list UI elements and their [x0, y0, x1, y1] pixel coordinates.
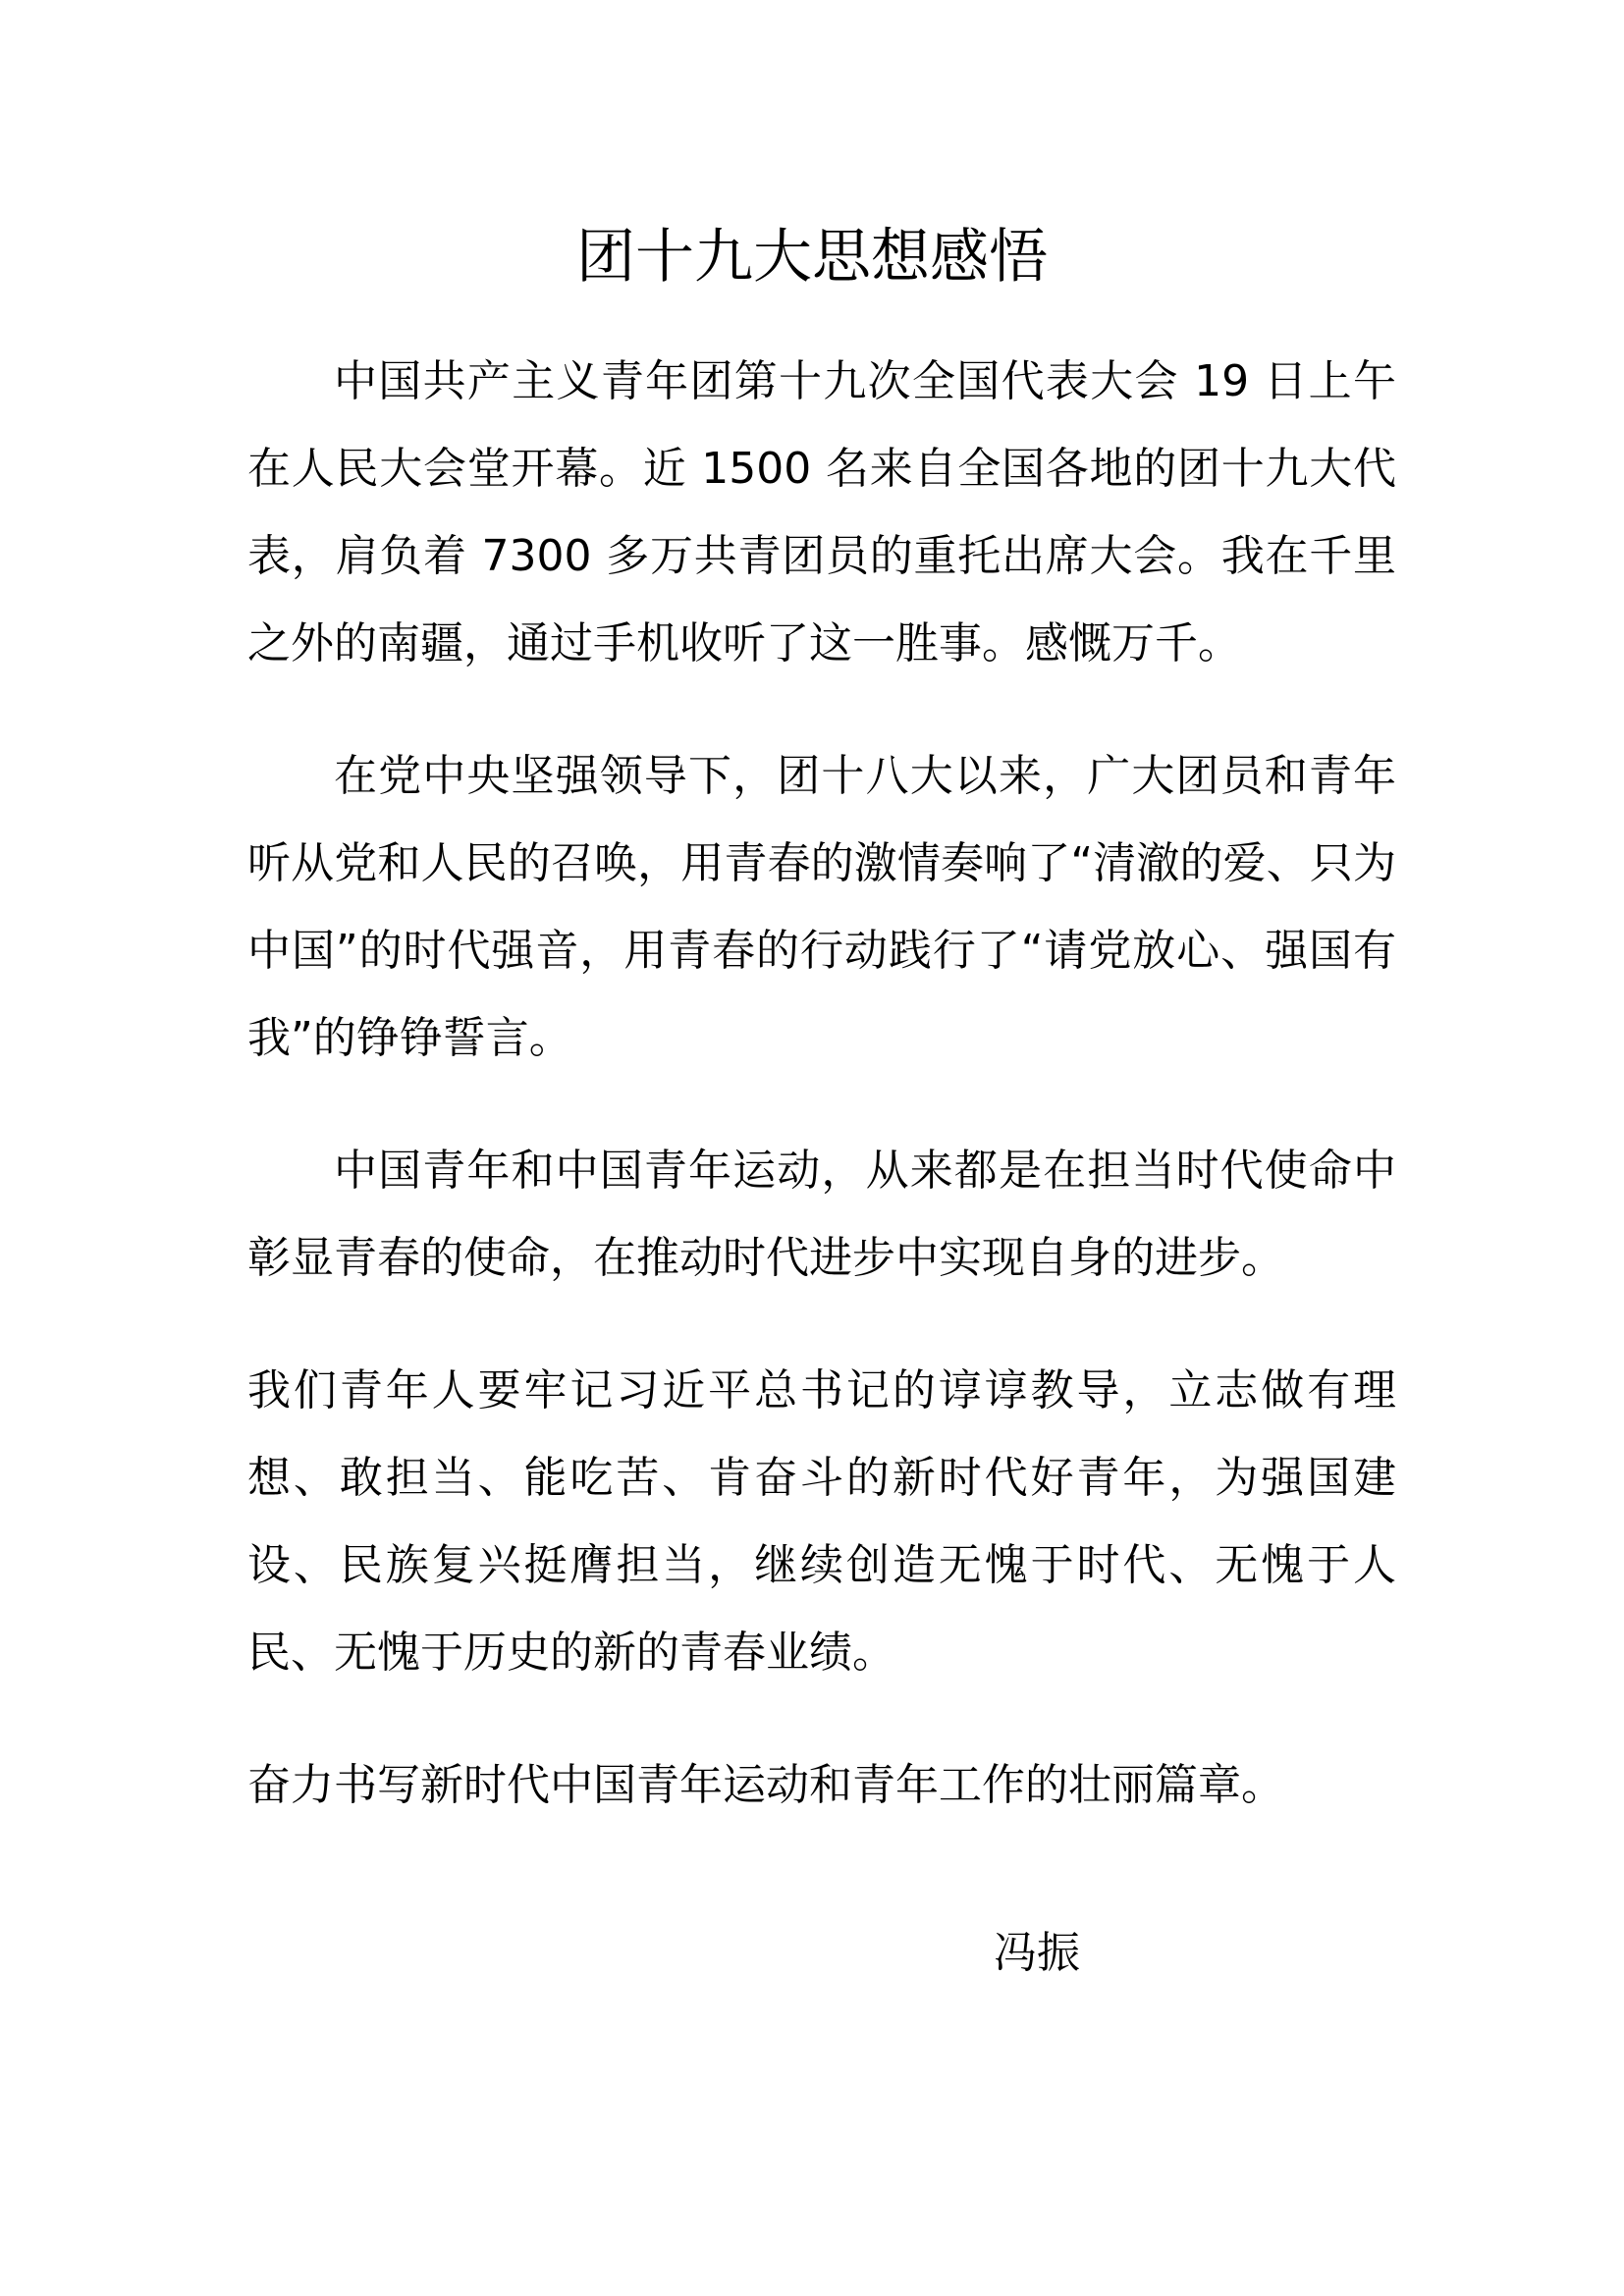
author-signature: 冯振	[994, 1928, 1080, 1978]
document-title: 团十九大思想感悟	[576, 223, 1048, 292]
paragraph-2: 在党中央坚强领导下，团十八大以来，广大团员和青年听从党和人民的召唤，用青春的激情奏响了“清澈的爱、只为中国”的时代强音，用青春的行动践行了“请党放心、强国有我”的铮铮誓言。	[247, 751, 1396, 1063]
paragraph-4: 我们青年人要牢记习近平总书记的谆谆教导，立志做有理想、敢担当、能吃苦、肯奋斗的新时代好青年，为强国建设、民族复兴挺膺担当，继续创造无愧于时代、无愧于人民、无愧于历史的新的青春业绩。	[247, 1365, 1396, 1678]
paragraph-1: 中国共产主义青年团第十九次全国代表大会 19 日上午在人民大会堂开幕。近 1500 名来自全国各地的团十九大代表，肩负着 7300 多万共青团员的重托出席大会。我在千里之外的南疆，通过手机收听了这一胜事。感慨万千。	[247, 356, 1396, 668]
paragraph-5: 奋力书写新时代中国青年运动和青年工作的壮丽篇章。	[247, 1760, 1284, 1810]
paragraph-3: 中国青年和中国青年运动，从来都是在担当时代使命中彰显青春的使命，在推动时代进步中实现自身的进步。	[247, 1146, 1396, 1283]
document-body	[247, 338, 1396, 1829]
